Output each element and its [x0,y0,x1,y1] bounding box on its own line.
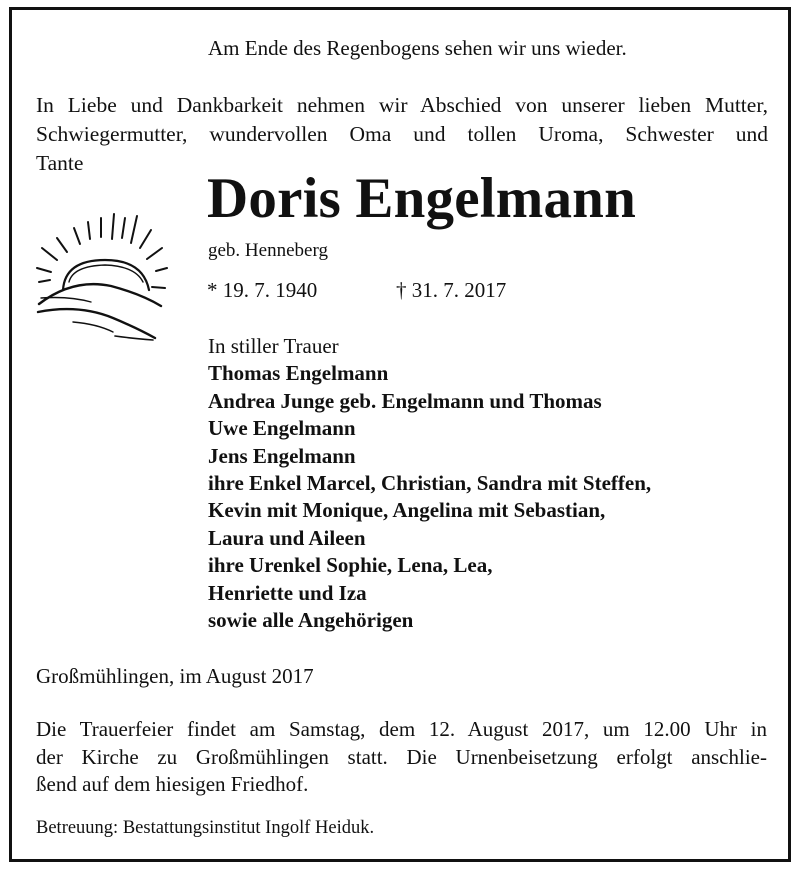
mourner-line: Jens Engelmann [208,443,356,468]
mourner-line: Andrea Junge geb. Engelmann und Thomas [208,388,602,413]
birth-date: * 19. 7. 1940 [207,278,318,302]
mourner-line: Laura und Aileen [208,525,366,550]
service-info [36,716,767,799]
mourner-line: Henriette und Iza [208,580,367,605]
intro-line: In Liebe und Dankbarkeit nehmen wir Abschied von unserer lieben Mutter, [36,93,768,117]
motto: Am Ende des Regenbogens sehen wir uns wieder. [208,36,627,60]
deceased-name: Doris Engelmann [207,167,636,230]
service-line: der Kirche zu Großmühlingen statt. Die Urnenbeisetzung erfolgt anschlie- [36,744,767,769]
undertaker-note: Betreuung: Bestattungsinstitut Ingolf Heiduk. [36,818,375,838]
mourners-heading: In stiller Trauer [208,334,339,358]
intro-text [36,91,768,178]
birth-name: geb. Henneberg [208,240,328,261]
mourner-line: Kevin mit Monique, Angelina mit Sebastian, [208,498,606,523]
mourners-list [208,333,651,634]
intro-line: Schwiegermutter, wundervollen Oma und tollen Uroma, Schwester und [36,122,768,146]
mourner-line: ihre Urenkel Sophie, Lena, Lea, [208,553,493,578]
mourner-line: Thomas Engelmann [208,361,389,386]
mourner-line: Uwe Engelmann [208,416,356,441]
mourner-line: sowie alle Angehörigen [208,608,414,633]
service-line: Die Trauerfeier findet am Samstag, dem 12. August 2017, um 12.00 Uhr in [36,717,767,741]
sunset-over-hills-icon [33,208,168,348]
service-line: ßend auf dem hiesigen Friedhof. [36,772,309,796]
intro-line: Tante [36,151,84,175]
death-date: † 31. 7. 2017 [396,278,507,302]
place-date: Großmühlingen, im August 2017 [36,664,314,688]
mourner-line: ihre Enkel Marcel, Christian, Sandra mit Steffen, [208,471,652,496]
